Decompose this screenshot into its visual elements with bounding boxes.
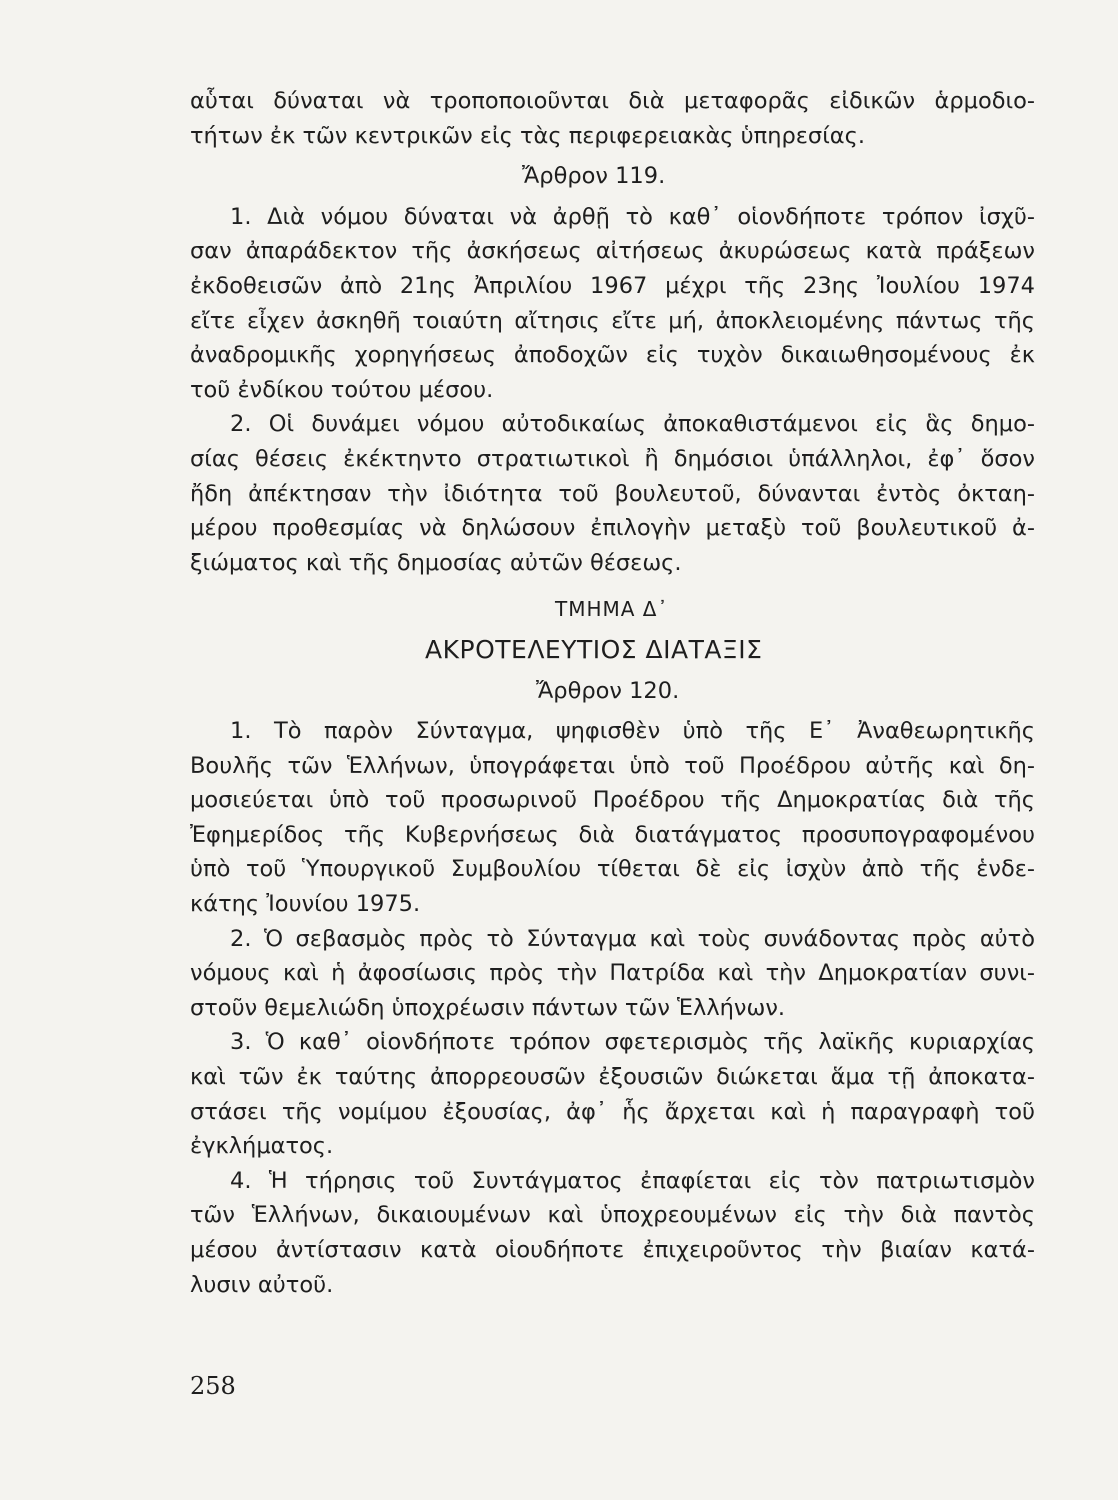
article-120-heading: Ἄρθρον 120. — [536, 677, 680, 704]
text-line: μέρου προθεσμίας νὰ δηλώσουν ἐπιλογὴν μεταξὺ τοῦ βουλευτικοῦ ἀ- — [190, 515, 1035, 542]
text-line: στάσει τῆς νομίμου ἐξουσίας, ἀφ᾽ ἧς ἄρχεται καὶ ἡ παραγραφὴ τοῦ — [190, 1098, 1035, 1125]
text-line: τήτων ἐκ τῶν κεντρικῶν εἰς τὰς περιφερειακὰς ὑπηρεσίας. — [190, 122, 865, 149]
text-line: Βουλῆς τῶν Ἑλλήνων, ὑπογράφεται ὑπὸ τοῦ Προέδρου αὐτῆς καὶ δη- — [190, 752, 1035, 779]
text-line: λυσιν αὐτοῦ. — [190, 1271, 334, 1298]
article-120-paragraph-3 — [190, 1025, 1035, 1163]
text-line: ξιώματος καὶ τῆς δημοσίας αὐτῶν θέσεως. — [190, 549, 682, 576]
text-line: σίας θέσεις ἐκέκτηντο στρατιωτικοὶ ἢ δημόσιοι ὑπάλληλοι, ἐφ᾽ ὅσον — [190, 445, 1035, 472]
text-line: ἐγκλήματος. — [190, 1133, 334, 1160]
text-line: καὶ τῶν ἐκ ταύτης ἀπορρεουσῶν ἐξουσιῶν διώκεται ἅμα τῇ ἀποκατα- — [190, 1064, 1035, 1091]
article-119-paragraph-1 — [190, 200, 1035, 408]
article-120-paragraph-2 — [190, 922, 1035, 1026]
article-119-paragraph-2 — [190, 407, 1035, 580]
text-line: 3. Ὁ καθ᾽ οἱονδήποτε τρόπον σφετερισμὸς τῆς λαϊκῆς κυριαρχίας — [230, 1029, 1035, 1056]
text-line: Ἐφημερίδος τῆς Κυβερνήσεως διὰ διατάγματος προσυπογραφομένου — [190, 821, 1035, 848]
text-line: εἴτε εἶχεν ἀσκηθῆ τοιαύτη αἴτησις εἴτε μή, ἀποκλειομένης πάντως τῆς — [190, 307, 1035, 334]
text-line: ἐκδοθεισῶν ἀπὸ 21ης Ἀπριλίου 1967 μέχρι τῆς 23ης Ἰουλίου 1974 — [190, 272, 1035, 299]
text-line: 2. Ὁ σεβασμὸς πρὸς τὸ Σύνταγμα καὶ τοὺς συνάδοντας πρὸς αὐτὸ — [230, 925, 1035, 952]
article-119-heading: Ἄρθρον 119. — [522, 163, 666, 190]
text-line: κάτης Ἰουνίου 1975. — [190, 891, 421, 918]
text-line: τοῦ ἐνδίκου τούτου μέσου. — [190, 376, 494, 403]
page-number: 258 — [190, 1372, 236, 1400]
page-body — [190, 84, 1035, 1302]
text-line: ὑπὸ τοῦ Ὑπουργικοῦ Συμβουλίου τίθεται δὲ εἰς ἰσχὺν ἀπὸ τῆς ἑνδε- — [190, 856, 1035, 883]
intro-paragraph — [190, 84, 1035, 153]
text-line: αὗται δύναται νὰ τροποποιοῦνται διὰ μεταφορᾶς εἰδικῶν ἁρμοδιο- — [190, 88, 1035, 114]
text-line: νόμους καὶ ἡ ἀφοσίωσις πρὸς τὴν Πατρίδα καὶ τὴν Δημοκρατίαν συνι- — [190, 960, 1035, 987]
text-line: ἤδη ἀπέκτησαν τὴν ἰδιότητα τοῦ βουλευτοῦ, δύνανται ἐντὸς ὀκταη- — [190, 480, 1035, 507]
text-line: στοῦν θεμελιώδη ὑποχρέωσιν πάντων τῶν Ἑλλήνων. — [190, 994, 786, 1021]
text-line: τῶν Ἑλλήνων, δικαιουμένων καὶ ὑποχρεουμένων εἰς τὴν διὰ παντὸς — [190, 1202, 1035, 1229]
section-title: ΑΚΡΟΤΕΛΕΥΤΙΟΣ ΔΙΑΤΑΞΙΣ — [425, 634, 763, 664]
text-line: 1. Διὰ νόμου δύναται νὰ ἀρθῇ τὸ καθ᾽ οἱονδήποτε τρόπον ἰσχῦ- — [230, 203, 1035, 230]
article-120-paragraph-1 — [190, 714, 1035, 922]
text-line: ἀναδρομικῆς χορηγήσεως ἀποδοχῶν εἰς τυχὸν δικαιωθησομένους ἐκ — [190, 342, 1035, 369]
text-line: 2. Οἱ δυνάμει νόμου αὐτοδικαίως ἀποκαθιστάμενοι εἰς ἃς δημο- — [230, 411, 1035, 438]
text-line: μέσου ἀντίστασιν κατὰ οἱουδήποτε ἐπιχειροῦντος τὴν βιαίαν κατά- — [190, 1237, 1035, 1263]
text-line: 4. Ἡ τήρησις τοῦ Συντάγματος ἐπαφίεται εἰς τὸν πατριωτισμὸν — [230, 1167, 1035, 1194]
text-line: σαν ἀπαράδεκτον τῆς ἀσκήσεως αἰτήσεως ἀκυρώσεως κατὰ πράξεων — [190, 238, 1035, 265]
text-line: μοσιεύεται ὑπὸ τοῦ προσωρινοῦ Προέδρου τῆς Δημοκρατίας διὰ τῆς — [190, 787, 1035, 814]
text-line: 1. Τὸ παρὸν Σύνταγμα, ψηφισθὲν ὑπὸ τῆς Ε᾽ Ἀναθεωρητικῆς — [230, 718, 1035, 745]
article-120-paragraph-4 — [190, 1164, 1035, 1302]
section-label: ΤΜΗΜΑ Δ᾽ — [555, 597, 669, 622]
